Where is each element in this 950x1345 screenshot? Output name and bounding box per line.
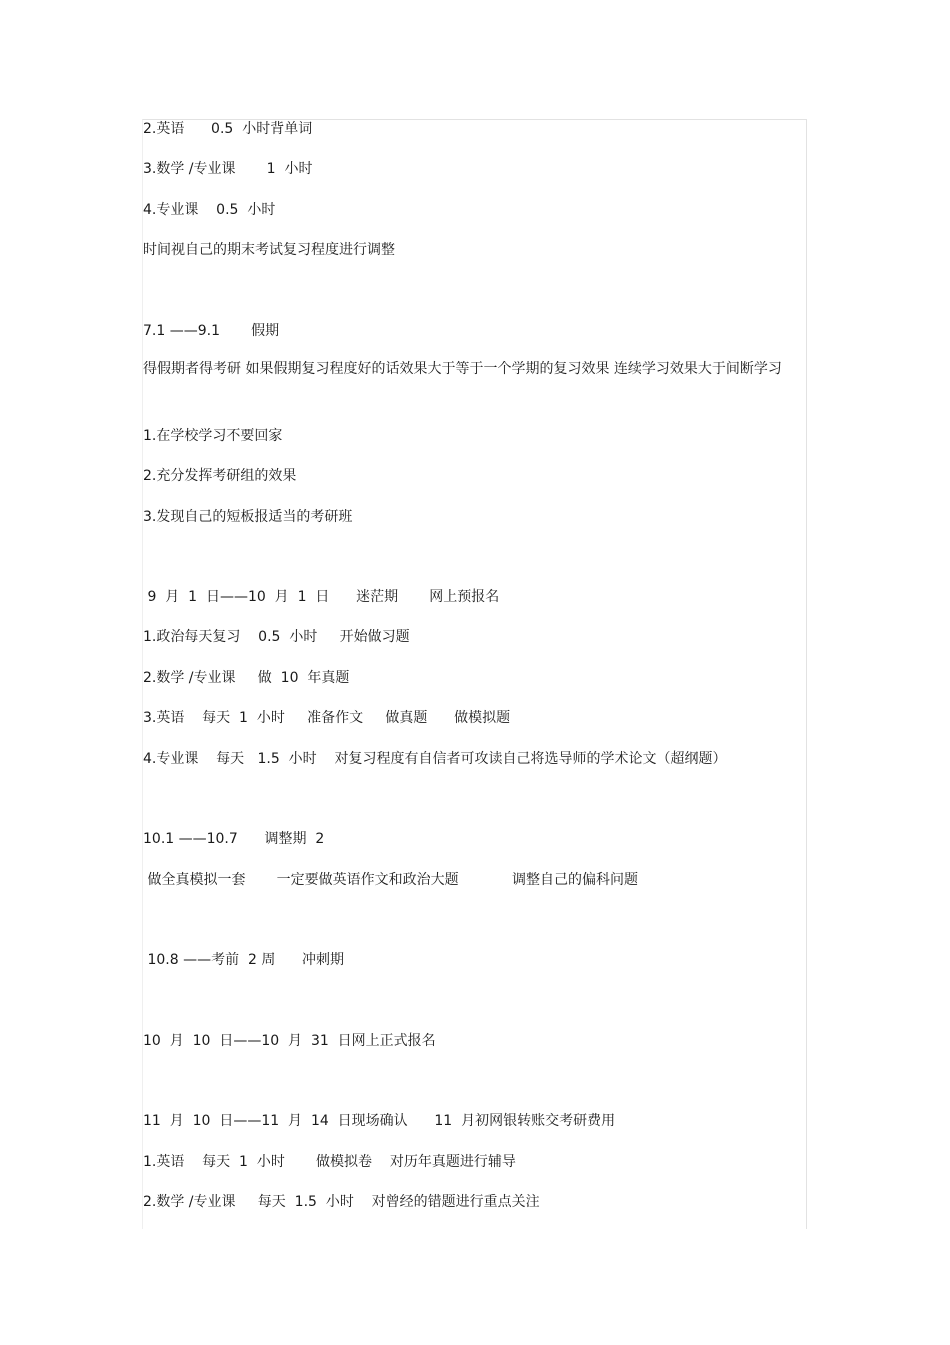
text-paragraph: 得假期者得考研 如果假期复习程度好的话效果大于等于一个学期的复习效果 连续学习效果大于间断学习 [143, 361, 782, 377]
text-line: 2.数学 /专业课 每天 1.5 小时 对曾经的错题进行重点关注 [143, 1194, 540, 1210]
text-line: 1.英语 每天 1 小时 做模拟卷 对历年真题进行辅导 [143, 1154, 516, 1170]
text-line: 1.政治每天复习 0.5 小时 开始做习题 [143, 629, 410, 645]
text-line: 3.数学 /专业课 1 小时 [143, 161, 313, 177]
text-line: 2.英语 0.5 小时背单词 [143, 121, 313, 137]
section-heading: 7.1 ——9.1 假期 [143, 323, 280, 339]
section-heading: 9 月 1 日——10 月 1 日 迷茫期 网上预报名 [143, 589, 500, 605]
text-line: 2.数学 /专业课 做 10 年真题 [143, 670, 350, 686]
text-line: 1.在学校学习不要回家 [143, 428, 283, 444]
section-heading: 10.8 ——考前 2 周 冲刺期 [143, 952, 345, 968]
section-heading: 10 月 10 日——10 月 31 日网上正式报名 [143, 1033, 436, 1049]
text-line: 4.专业课 每天 1.5 小时 对复习程度有自信者可攻读自己将选导师的学术论文（超纲题） [143, 751, 727, 767]
text-line: 4.专业课 0.5 小时 [143, 202, 276, 218]
section-heading: 10.1 ——10.7 调整期 2 [143, 831, 325, 847]
section-heading: 11 月 10 日——11 月 14 日现场确认 11 月初网银转账交考研费用 [143, 1113, 616, 1129]
text-line: 3.英语 每天 1 小时 准备作文 做真题 做模拟题 [143, 710, 511, 726]
text-line: 3.发现自己的短板报适当的考研班 [143, 509, 353, 525]
text-line: 时间视自己的期末考试复习程度进行调整 [143, 242, 395, 258]
text-line: 做全真模拟一套 一定要做英语作文和政治大题 调整自己的偏科问题 [143, 872, 639, 888]
text-line: 2.充分发挥考研组的效果 [143, 468, 297, 484]
